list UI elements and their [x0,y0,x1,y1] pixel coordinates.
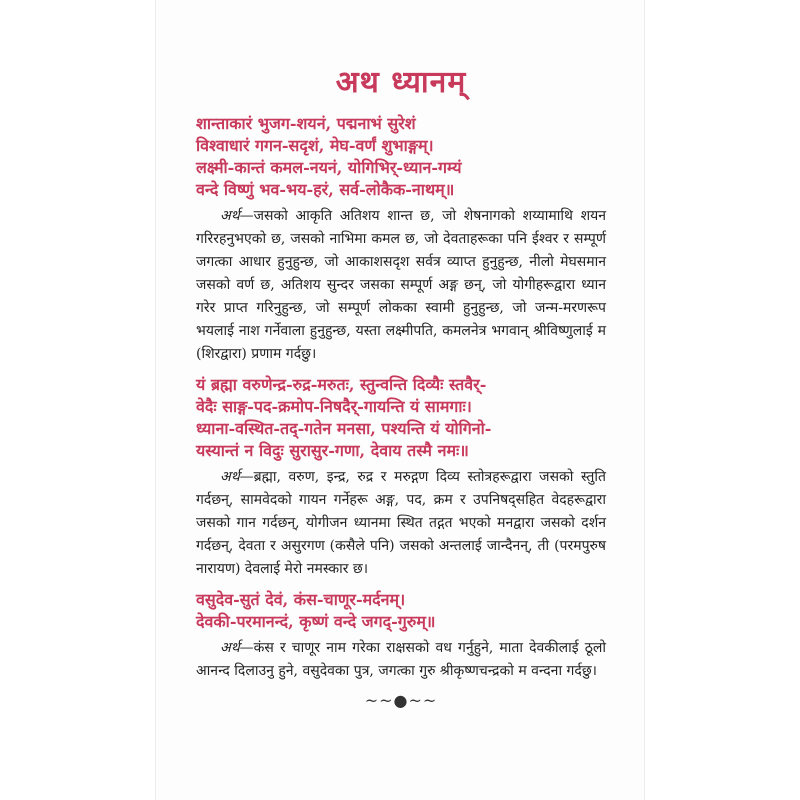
meaning-label: अर्थ— [220,208,254,224]
verse-line: वन्दे विष्णुं भव-भय-हरं, सर्व-लोकैक-नाथम्॥ [196,180,455,199]
verse-line: यं ब्रह्मा वरुणेन्द्र-रुद्र-मरुतः, स्तुन्वन्ति दिव्यैः स्तवैर्- [196,375,487,394]
meaning-label: अर्थ— [220,640,254,656]
ornament-divider: ~~●~~ [364,691,438,710]
meaning-1 [196,205,606,366]
book-page [155,0,645,800]
page-title: अथ ध्यानम् [335,65,467,100]
verse-line: विश्वाधारं गगन-सदृशं, मेघ-वर्णं शुभाङ्गम्। [196,136,434,155]
verse-3 [196,589,606,633]
page-content [196,60,606,710]
verse-line: यस्यान्तं न विदुः सुरासुर-गणा, देवाय तस्मै नमः॥ [196,441,469,460]
meaning-label: अर्थ— [220,469,254,485]
meaning-text: ब्रह्मा, वरुण, इन्द्र, रुद्र र मरुद्गण दिव्य स्तोत्रहरूद्वारा जसको स्तुति गर्दछन्, सामवेदको गायन गर्नेहरू अङ्ग, पद, क्रम र उपनिषद्सहित वेदहरूद्वारा जसको गान गर्दछन्, योगीजन ध्यानमा स्थित तद्गत भएको मनद्वारा जसको दर्शन गर्दछन्, देवता र असुरगण (कसैले पनि) जसको अन्तलाई जान्दैनन्, ती (परमपुरुष नारायण) देवलाई मेरो नमस्कार छ। [196,469,606,577]
meaning-text: जसको आकृति अतिशय शान्त छ, जो शेषनागको शय्यामाथि शयन गरिरहनुभएको छ, जसको नाभिमा कमल छ, जो देवताहरूका पनि ईश्वर र सम्पूर्ण जगत्का आधार हुनुहुन्छ, जो आकाशसदृश सर्वत्र व्याप्त हुनुहुन्छ, नीलो मेघसमान जसको वर्ण छ, अतिशय सुन्दर जसका सम्पूर्ण अङ्ग छन्, जो योगीहरूद्वारा ध्यान गरेर प्राप्त गरिनुहुन्छ, जो सम्पूर्ण लोकका स्वामी हुनुहुन्छ, जो जन्म-मरणरूप भयलाई नाश गर्नेवाला हुनुहुन्छ, यस्ता लक्ष्मीपति, कमलनेत्र भगवान् श्रीविष्णुलाई म (शिरद्वारा) प्रणाम गर्दछु। [196,208,606,362]
meaning-2 [196,466,606,581]
meaning-3 [196,637,606,683]
verse-line: ध्याना-वस्थित-तद्-गतेन मनसा, पश्यन्ति यं योगिनो- [196,419,492,438]
verse-line: लक्ष्मी-कान्तं कमल-नयनं, योगिभिर्-ध्यान-गम्यं [196,158,462,177]
verse-line: देवकी-परमानन्दं, कृष्णं वन्दे जगद्-गुरुम्॥ [196,612,436,631]
verse-line: वेदैः साङ्ग-पद-क्रमोप-निषदैर्-गायन्ति यं सामगाः। [196,397,472,416]
verse-2 [196,374,606,462]
meaning-text: कंस र चाणूर नाम गरेका राक्षसको वध गर्नुहुने, माता देवकीलाई ठूलो आनन्द दिलाउनु हुने, वसुदेवका पुत्र, जगत्का गुरु श्रीकृष्णचन्द्रको म वन्दना गर्दछु। [196,640,606,679]
verse-line: वसुदेव-सुतं देवं, कंस-चाणूर-मर्दनम्। [196,590,406,609]
verse-1 [196,113,606,201]
verse-line: शान्ताकारं भुजग-शयनं, पद्मनाभं सुरेशं [196,114,416,133]
